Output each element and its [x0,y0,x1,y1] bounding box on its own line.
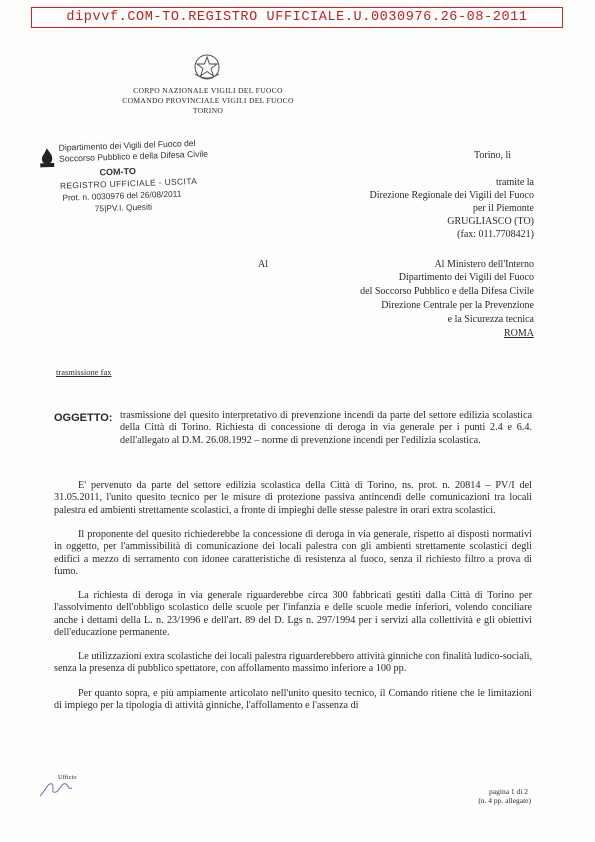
paragraph-3: La richiesta di deroga in via generale riguarderebbe circa 300 fabbricati gestiti dalla Città di Torino per l'assolvimento dell'obbligo scolastico delle scuole per l'infanzia e delle scuole medie inferiori, volendo conciliare anche i dettami della L. n. 23/1996 e dell'art. 89 del D. Lgs n. 297/1994 per i servizi alla collettività e gli obiettivi dell'educazione permanente. [54,590,532,638]
recipient1-via: tramite la [495,177,534,188]
header-line-2: COMANDO PROVINCIALE VIGILI DEL FUOCO [122,96,294,105]
paragraph-4: Le utilizzazioni extra scolastiche dei locali palestra riguarderebbero attività ginniche con finalità ludico-sociali, senza la presenza di pubblico spettatore, con affollamento massimo inferiore a 100 pp. [54,651,532,675]
recipient2-prefix: Al [258,259,268,270]
recipient1-city: GRUGLIASCO (TO) [447,216,534,227]
stamp-office: COM-TO [99,166,137,178]
paragraph-5: Per quanto sopra, e più ampiamente articolato nell'unito quesito tecnico, il Comando ritiene che le limitazioni di impiego per la tipologia di attività ginniche, l'affollamento e l'assenza di [54,688,532,712]
stamp-registry: REGISTRO UFFICIALE - USCITA [59,175,198,191]
recipient2-city: ROMA [503,328,534,339]
place-date: Torino, lì [474,150,512,161]
office-initials: Ufficio [58,774,77,781]
stamp-department-line-1: Dipartimento dei Vigili del Fuoco del [58,137,196,153]
recipient1-line1: Direzione Regionale dei Vigili del Fuoco [369,190,534,201]
paragraph-1: E' pervenuto da parte del settore edilizia scolastica della Città di Torino, ns. prot. n. 20814 – PV/I del 31.05.2011, l'unito quesito tecnico per le misure di protezione passiva antincendi delle comunicazioni tra locali palestra ed ambienti strettamente scolastici, a fronte di impieghi delle stesse palestre in orari extra scolastici. [54,480,532,516]
recipient2-line1: Al Ministero dell'Interno [434,259,534,270]
recipient2-line3: del Soccorso Pubblico e della Difesa Civile [360,286,534,297]
attachments-note: (n. 4 pp. allegate) [478,796,531,805]
stamp-protocol-number: Prot. n. 0030976 del 26/08/2011 [62,188,182,203]
fire-department-logo-icon [37,147,58,170]
header-line-1: CORPO NAZIONALE VIGILI DEL FUOCO [133,86,283,95]
subject-label: OGGETTO: [54,412,113,424]
recipient2-line4: Direzione Centrale per la Prevenzione [381,300,534,311]
recipient2-line5: e la Sicurezza tecnica [447,314,534,325]
republic-emblem-icon [190,52,224,82]
page-number: pagina 1 di 2 [489,787,528,796]
registry-stamp: dipvvf.COM-TO.REGISTRO UFFICIALE.U.0030976.26-08-2011 [31,7,563,28]
recipient2-line2: Dipartimento dei Vigili del Fuoco [398,272,534,283]
header-line-3: TORINO [192,106,224,115]
transmission-method: trasmissione fax [56,367,112,377]
subject-text: trasmissione del quesito interpretativo di prevenzione incendi da parte del settore edilizia scolastica della Città di Torino. Richiesta di concessione di deroga in via generale per i punti 2.4 e 6.4. dell'allegato al D.M. 26.08.1992 – norme di prevenzione incendi per l'edilizia scolastica. [120,410,532,446]
recipient1-fax: (fax: 011.7708421) [457,229,534,240]
stamp-department-line-2: Soccorso Pubblico e della Difesa Civile [58,148,209,164]
recipient1-line2: per il Piemonte [472,203,534,214]
stamp-classification: 75|PV.I. Quesiti [94,201,153,214]
protocol-stamp [36,137,239,234]
paragraph-2: Il proponente del quesito richiederebbe la concessione di deroga in via generale, rispetto ai disposti normativi in oggetto, per l'ammissibilità di comunicazione dei locali palestra con gli ambienti strettamente scolastici degli edifici a mezzo di serramento con idonee caratteristiche di resistenza al fuoco, senza il richiesto filtro a prova di fumo. [54,529,532,577]
